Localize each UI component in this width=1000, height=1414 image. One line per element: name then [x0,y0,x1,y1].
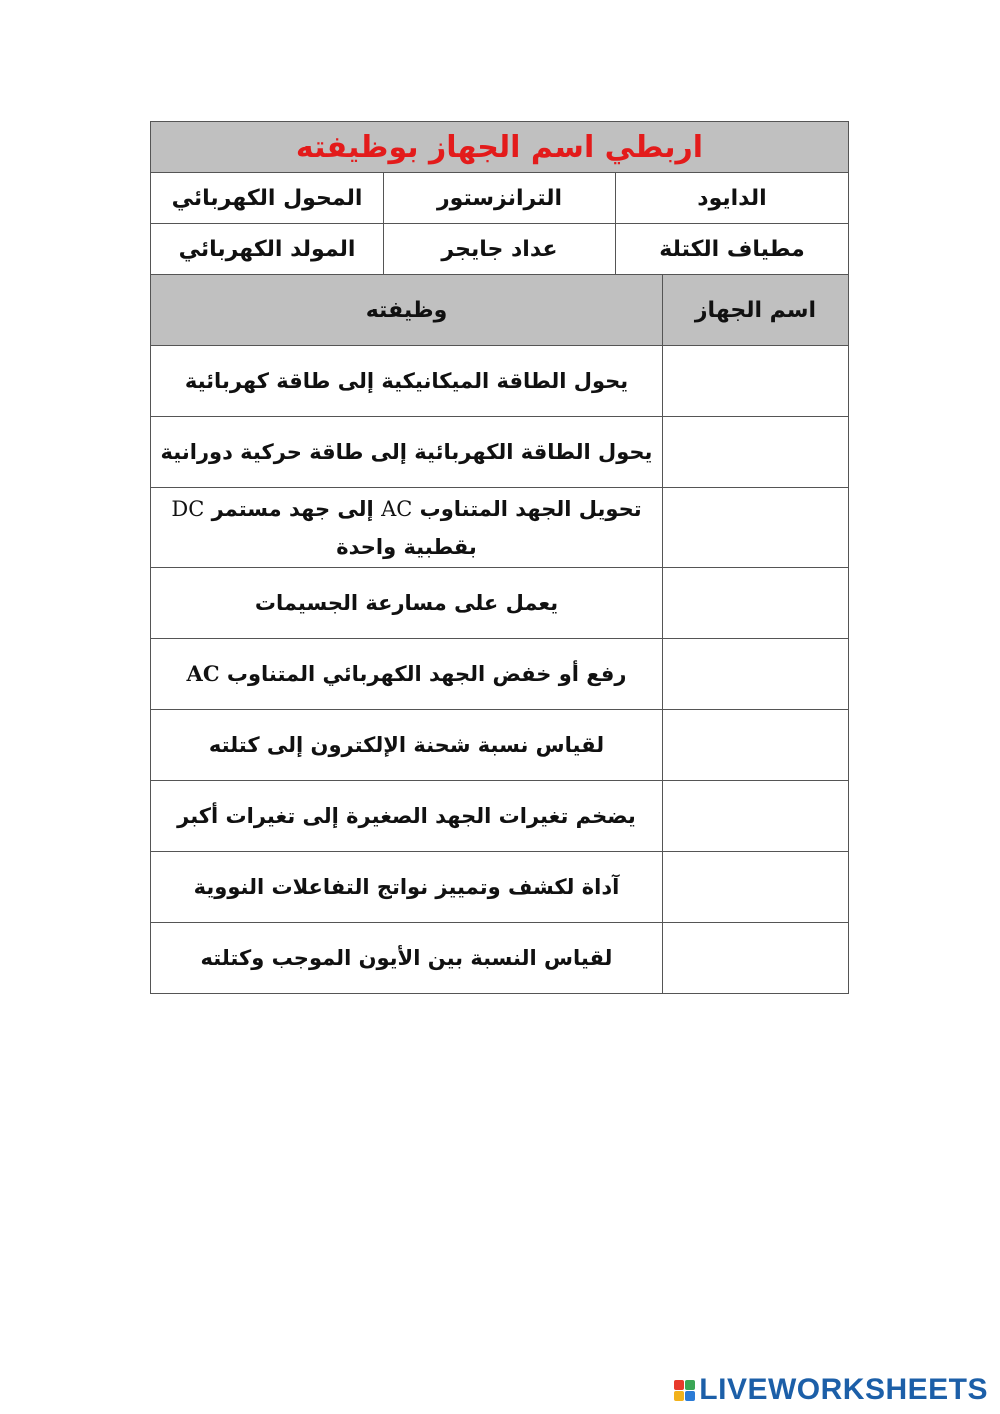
word-bank-item: المحول الكهربائي [150,173,383,224]
matching-table [150,274,849,994]
function-text-part: بقطبية واحدة [336,534,477,559]
word-bank-item: المولد الكهربائي [150,224,383,275]
function-text: لقياس النسبة بين الأيون الموجب وكتلته [151,923,663,994]
word-bank-item: الترانزستور [384,173,616,224]
table-row [151,488,849,568]
ac-label: AC [381,496,413,521]
table-row [151,417,849,488]
answer-input[interactable] [663,568,849,639]
word-bank-item: مطياف الكتلة [616,224,849,275]
liveworksheets-logo-icon [674,1380,695,1401]
function-text: يحول الطاقة الكهربائية إلى طاقة حركية دورانية [151,417,663,488]
function-text: آداة لكشف وتمييز نواتج التفاعلات النووية [151,852,663,923]
table-row [151,710,849,781]
function-text [151,488,663,568]
answer-input[interactable] [663,852,849,923]
table-row [151,923,849,994]
word-bank-item: عداد جايجر [384,224,616,275]
answer-input[interactable] [663,417,849,488]
worksheet-title: اربطي اسم الجهاز بوظيفته [150,122,848,173]
function-text: يضخم تغيرات الجهد الصغيرة إلى تغيرات أكبر [151,781,663,852]
function-header: وظيفته [151,275,663,346]
answer-input[interactable] [663,710,849,781]
answer-input[interactable] [663,346,849,417]
table-header-row [151,275,849,346]
word-bank-table [150,121,849,275]
function-text: يحول الطاقة الميكانيكية إلى طاقة كهربائية [151,346,663,417]
function-text-part: رفع أو خفض الجهد الكهربائي المتناوب [226,662,627,686]
function-text [151,639,663,710]
table-row [151,346,849,417]
word-bank-row [150,224,848,275]
function-text: يعمل على مسارعة الجسيمات [151,568,663,639]
logo-square [674,1380,684,1390]
table-row [151,781,849,852]
logo-square [685,1380,695,1390]
answer-input[interactable] [663,488,849,568]
table-row [151,852,849,923]
word-bank-item: الدايود [616,173,849,224]
answer-input[interactable] [663,639,849,710]
brand-name: LIVEWORKSHEETS [699,1373,988,1406]
device-name-header: اسم الجهاز [663,275,849,346]
dc-label: DC [171,496,205,521]
function-text-part: إلى جهد مستمر [211,496,374,521]
logo-square [685,1391,695,1401]
liveworksheets-brand[interactable] [674,1370,988,1410]
answer-input[interactable] [663,781,849,852]
ac-label: AC [186,661,220,686]
table-row [151,568,849,639]
function-text: لقياس نسبة شحنة الإلكترون إلى كتلته [151,710,663,781]
table-row [151,639,849,710]
logo-square [674,1391,684,1401]
function-text-part: تحويل الجهد المتناوب [419,496,642,521]
word-bank-row [150,173,848,224]
worksheet [151,121,849,994]
answer-input[interactable] [663,923,849,994]
